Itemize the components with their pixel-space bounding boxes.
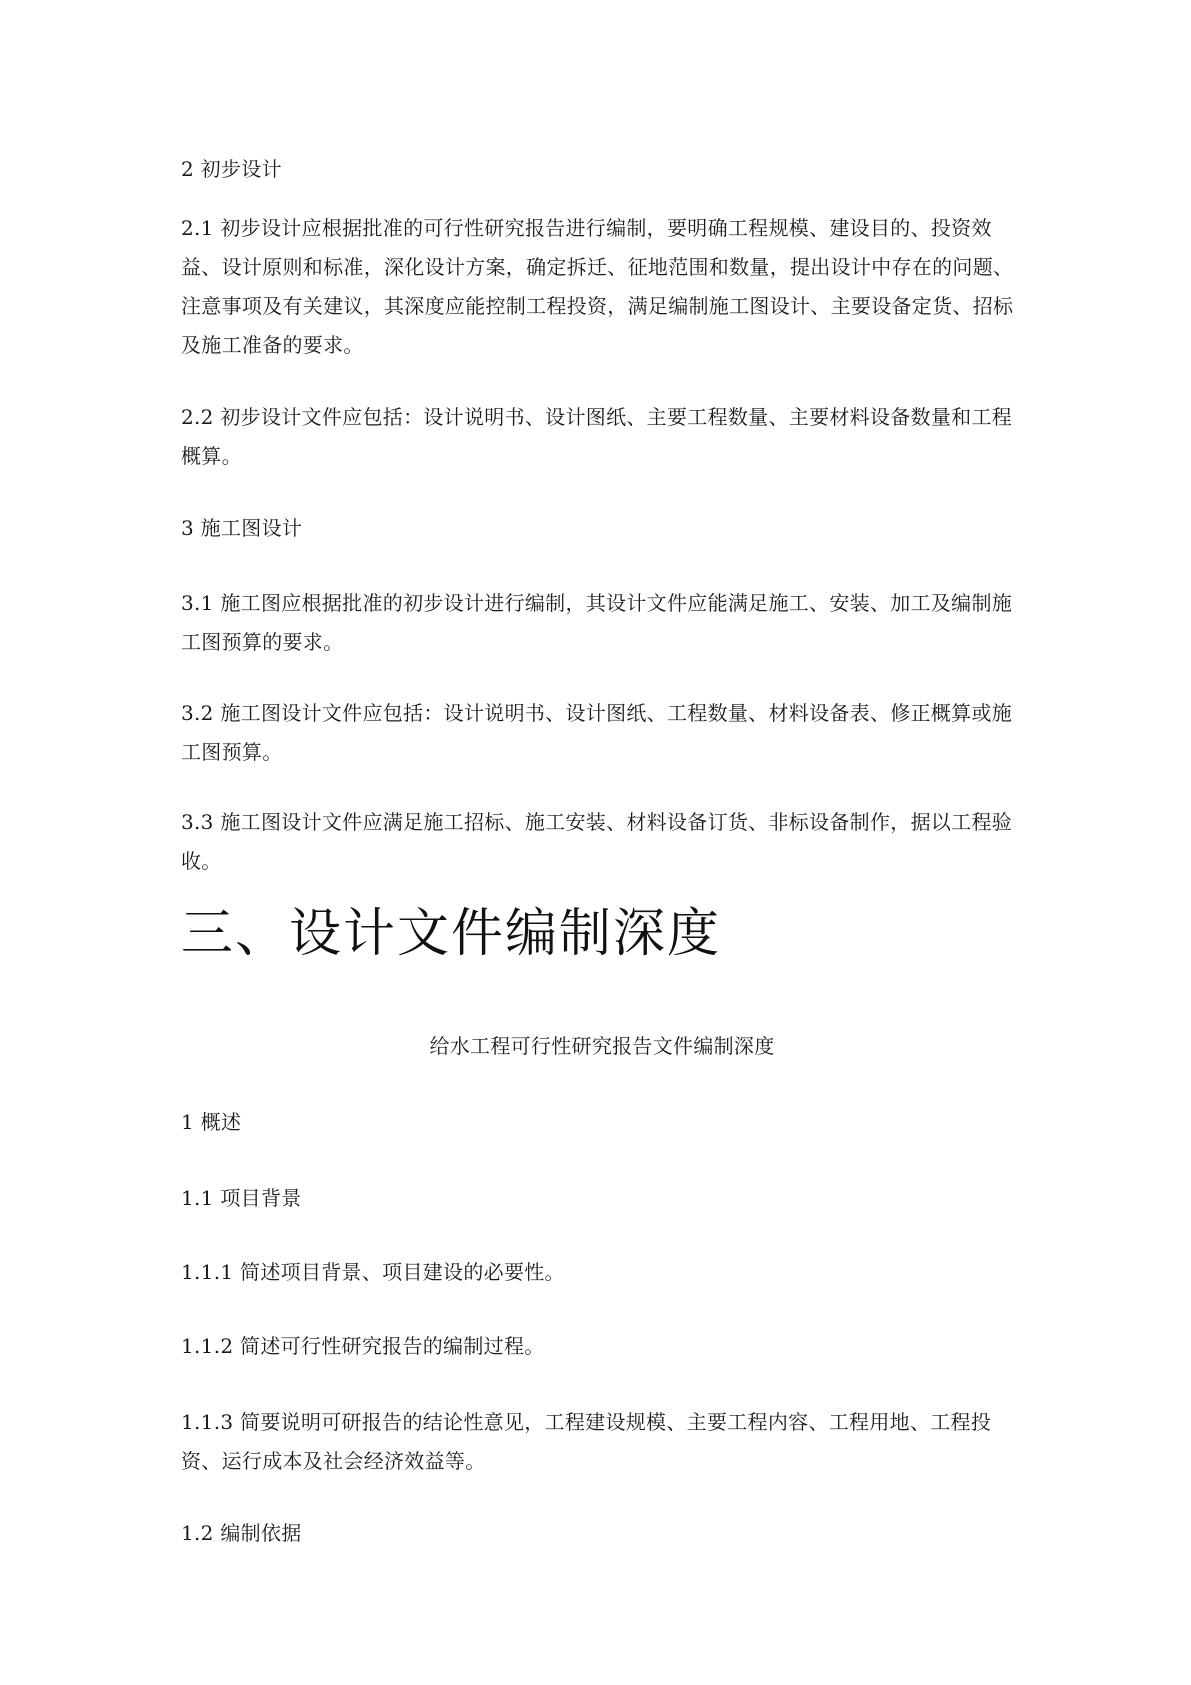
section-heading-overview: 1 概述 bbox=[181, 1110, 242, 1134]
paragraph-1-1-1: 1.1.1 简述项目背景、项目建设的必要性。 bbox=[181, 1260, 565, 1284]
section-heading-preliminary-design: 2 初步设计 bbox=[181, 157, 282, 181]
subsection-heading-project-background: 1.1 项目背景 bbox=[181, 1186, 302, 1210]
paragraph-1-1-2: 1.1.2 简述可行性研究报告的编制过程。 bbox=[181, 1334, 545, 1358]
section-heading-construction-drawing: 3 施工图设计 bbox=[181, 516, 303, 540]
paragraph-2-1: 2.1 初步设计应根据批准的可行性研究报告进行编制，要明确工程规模、建设目的、投资效益、设计原则和标准，深化设计方案，确定拆迁、征地范围和数量，提出设计中存在的问题、注意事项及有关建议，其深度应能控制工程投资，满足编制施工图设计、主要设备定货、招标及施工准备的要求。 bbox=[181, 216, 1014, 357]
paragraph-2-2: 2.2 初步设计文件应包括：设计说明书、设计图纸、主要工程数量、主要材料设备数量和工程概算。 bbox=[181, 405, 1013, 468]
paragraph-1-1-3: 1.1.3 简要说明可研报告的结论性意见，工程建设规模、主要工程内容、工程用地、工程投资、运行成本及社会经济效益等。 bbox=[181, 1410, 992, 1473]
paragraph-3-2: 3.2 施工图设计文件应包括：设计说明书、设计图纸、工程数量、材料设备表、修正概算或施工图预算。 bbox=[181, 701, 1013, 764]
subsection-heading-compilation-basis: 1.2 编制依据 bbox=[181, 1521, 302, 1545]
chapter-title: 三、设计文件编制深度 bbox=[181, 904, 722, 964]
paragraph-3-3: 3.3 施工图设计文件应满足施工招标、施工安装、材料设备订货、非标设备制作，据以工程验收。 bbox=[181, 810, 1013, 873]
chapter-subtitle: 给水工程可行性研究报告文件编制深度 bbox=[429, 1034, 775, 1058]
paragraph-3-1: 3.1 施工图应根据批准的初步设计进行编制，其设计文件应能满足施工、安装、加工及编制施工图预算的要求。 bbox=[181, 591, 1013, 654]
